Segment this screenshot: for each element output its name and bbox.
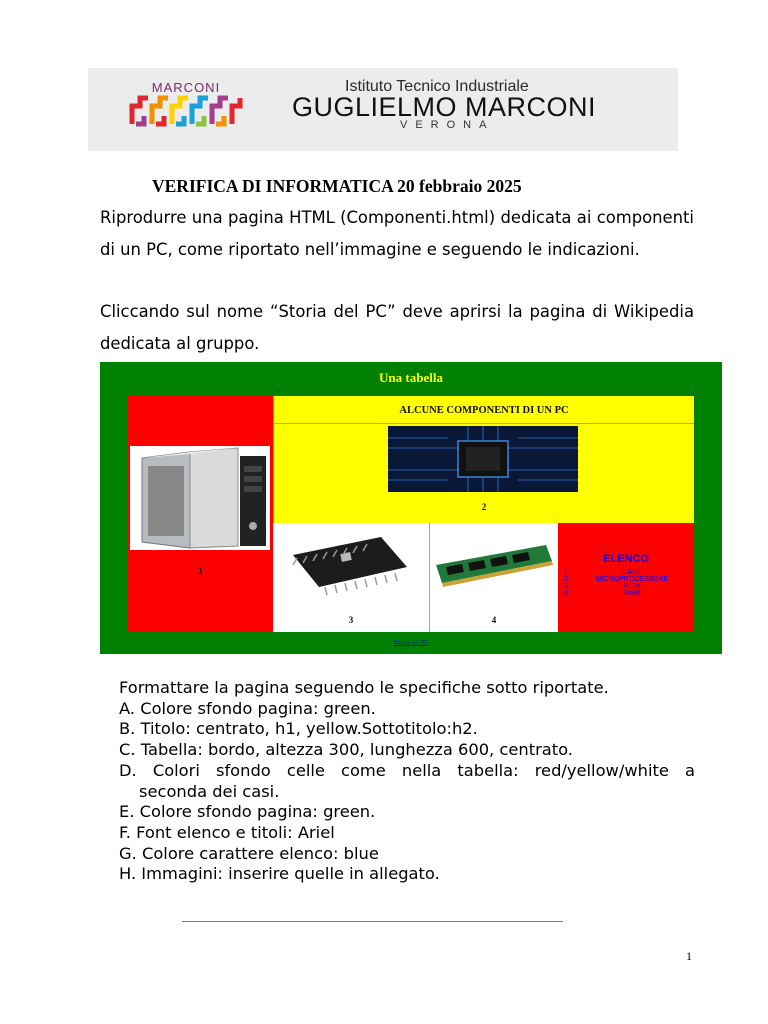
cell-number-3: 3 bbox=[348, 615, 354, 625]
cpu-image bbox=[388, 426, 578, 492]
spec-e: E. Colore sfondo pagina: green. bbox=[119, 802, 376, 822]
link-instructions-paragraph: Cliccando sul nome “Storia del PC” deve aprirsi la pagina di Wikipedia dedicata al gruppo. bbox=[100, 302, 694, 353]
cell-number-4: 4 bbox=[491, 615, 497, 625]
list-item: 3 ROM bbox=[564, 583, 641, 590]
cell-cpu bbox=[273, 396, 694, 523]
elenco-title: ELENCO bbox=[603, 553, 649, 565]
spec-d-continued: seconda dei casi. bbox=[139, 781, 280, 801]
spec-a: A. Colore sfondo pagina: green. bbox=[119, 698, 376, 718]
spec-c: C. Tabella: bordo, altezza 300, lunghezza 600, centrato. bbox=[119, 740, 573, 760]
spec-f: F. Font elenco e titoli: Ariel bbox=[119, 822, 335, 842]
logo-symbol bbox=[128, 80, 244, 130]
ram-module-image bbox=[430, 525, 558, 605]
specs-intro: Formattare la pagina seguendo le specifiche sotto riportate. bbox=[119, 678, 609, 697]
institute-city: VERONA bbox=[400, 119, 495, 131]
example-title: Una tabella bbox=[379, 370, 443, 385]
example-table-image bbox=[100, 362, 722, 654]
list-item: 2 MICROPROCESSORE bbox=[564, 576, 669, 583]
cell-number-2: 2 bbox=[481, 502, 487, 512]
list-item: 4 RAM bbox=[564, 590, 640, 597]
spec-h: H. Immagini: inserire quelle in allegato. bbox=[119, 864, 440, 884]
cell-number-1: 1 bbox=[198, 566, 203, 576]
elenco-list bbox=[560, 569, 692, 597]
footer-divider bbox=[182, 921, 563, 922]
cell-rom bbox=[273, 523, 430, 632]
specifications-list bbox=[119, 678, 695, 885]
spec-g: G. Colore carattere elenco: blue bbox=[119, 843, 379, 863]
document-title: VERIFICA DI INFORMATICA 20 febbraio 2025 bbox=[152, 176, 522, 196]
logo-wordmark: MARCONI bbox=[151, 80, 221, 95]
institute-name: GUGLIELMO MARCONI bbox=[292, 92, 597, 122]
page-number: 1 bbox=[686, 949, 692, 963]
institute-subtitle: Istituto Tecnico Industriale bbox=[345, 78, 529, 95]
spec-d: D. Colori sfondo celle come nella tabella: red/yellow/white a bbox=[119, 760, 695, 780]
cell-ram bbox=[430, 523, 558, 632]
pc-case-image bbox=[128, 396, 273, 632]
spec-b: B. Titolo: centrato, h1, yellow.Sottotitolo:h2. bbox=[119, 719, 478, 739]
list-item: 1 CASE bbox=[564, 569, 642, 576]
cell-elenco bbox=[558, 523, 694, 632]
school-logo bbox=[128, 80, 244, 130]
storia-del-pc-link[interactable]: Storia del PC bbox=[393, 639, 429, 646]
rom-chip-image bbox=[273, 525, 430, 605]
table-heading: ALCUNE COMPONENTI DI UN PC bbox=[399, 405, 569, 416]
instructions-paragraph: Riprodurre una pagina HTML (Componenti.html) dedicata ai componenti di un PC, come riportato nell’immagine e seguendo le indicazioni. bbox=[100, 208, 694, 259]
cell-case bbox=[128, 396, 273, 632]
